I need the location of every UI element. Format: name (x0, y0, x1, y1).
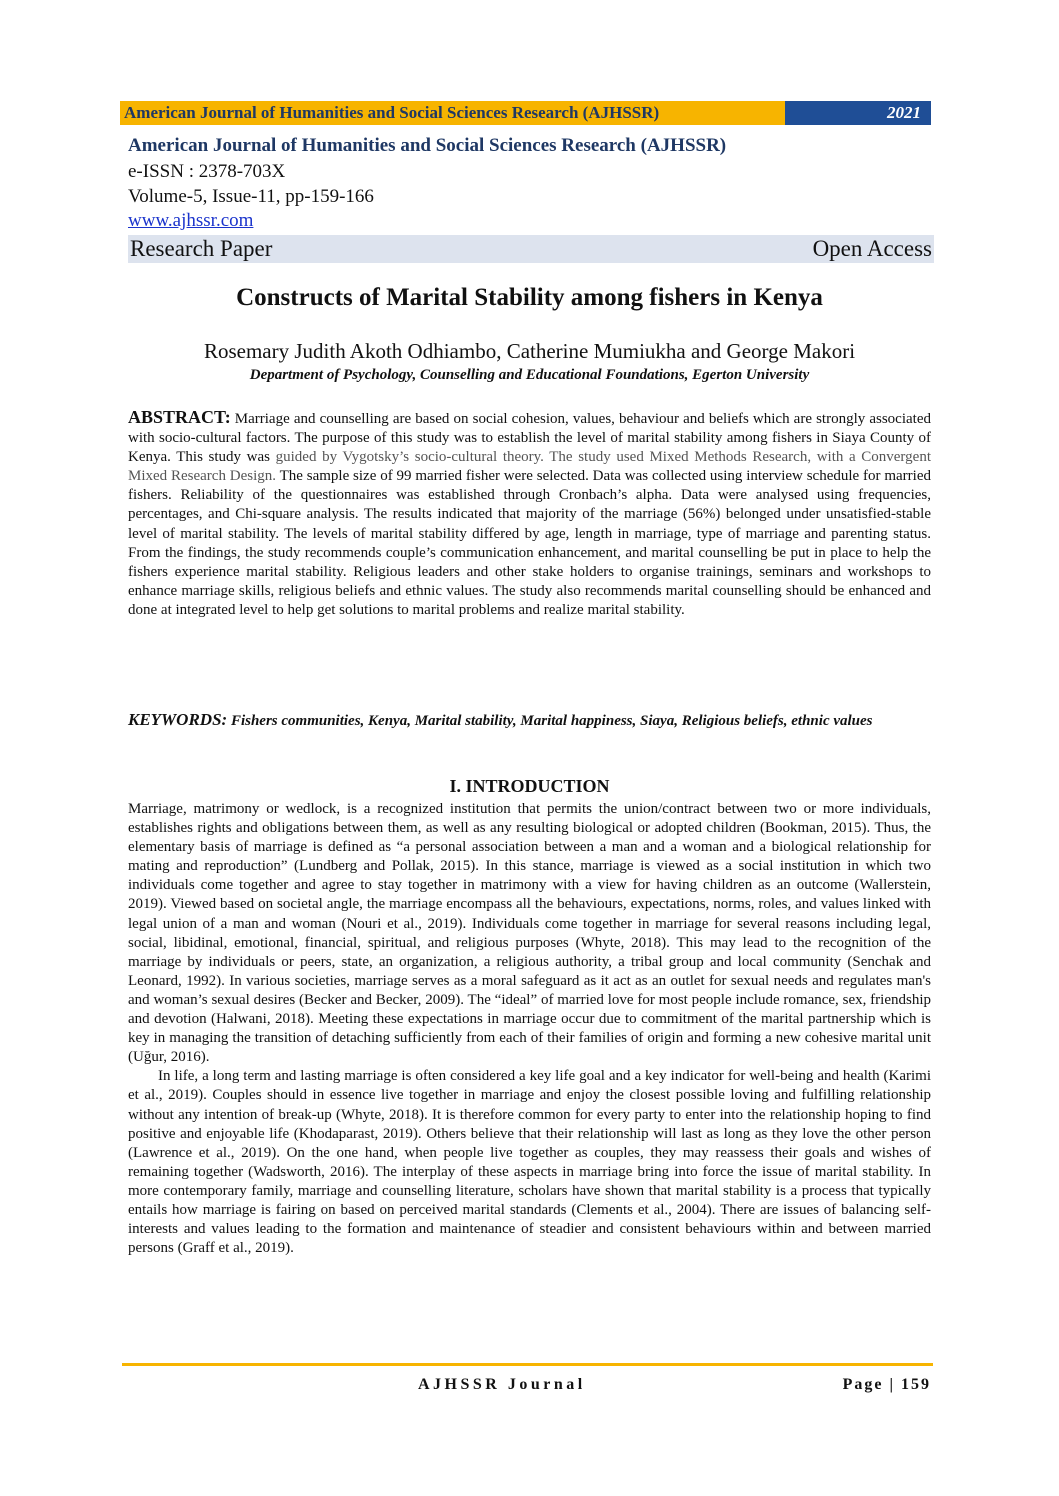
masthead (128, 132, 934, 263)
journal-name: American Journal of Humanities and Social Sciences Research (AJHSSR) (128, 135, 727, 156)
website-link[interactable]: www.ajhssr.com (128, 210, 254, 231)
footer-journal: AJHSSR Journal (418, 1376, 586, 1393)
affiliation: Department of Psychology, Counselling and Educational Foundations, Egerton University (249, 367, 810, 383)
footer-rule (122, 1363, 933, 1366)
abstract-text-2: The sample size of 99 married fisher were selected. Data was collected using interview schedule for married fishers. Reliability of the questionnaires was established through Cronbach’s alpha. Data were analysed using frequencies, percentages, and Chi-square analysis. The results indicated that majority of the marriage (56%) belonged under unsatisfied-stable level of marital stability. The levels of marital stability differed by age, length in marriage, type of marriage and parenting status. From the findings, the study recommends couple’s communication enhancement, and marital counselling be put in place to help the fishers experience marital stability. Religious leaders and other stake holders to organise trainings, seminars and workshops to enhance marriage skills, religious beliefs and ethnic values. The study also recommends marital counselling should be enhanced and done at integrated level to help get solutions to marital problems and realize marital stability. (128, 468, 931, 618)
paper-title: Constructs of Marital Stability among fishers in Kenya (236, 284, 823, 311)
running-header-year: 2021 (785, 101, 931, 125)
intro-paragraph-1: Marriage, matrimony or wedlock, is a recognized institution that permits the union/contract between two or more individuals, establishes rights and obligations between them, as well as any resulting biological or adopted children (Bookman, 2015). Thus, the elementary basis of marriage is defined as “a personal association between a man and a woman and a biological relationship for mating and reproduction” (Lundberg and Pollak, 2015). In this stance, marriage is viewed as a social institution in which two individuals come together and agree to stay together in matrimony with a view for having children as an outcome (Wallerstein, 2019). Viewed based on societal angle, the marriage encompass all the behaviours, expectations, norms, roles, and values linked with legal union of a man and woman (Nouri et al., 2019). Individuals come together in marriage for several reasons including legal, social, libidinal, emotional, financial, spiritual, and religious purposes (Whyte, 2018). This may lead to the recognition of the marriage by individuals or peers, state, an organization, a religious authority, a tribal group and local community (Senchak and Leonard, 1992). In various societies, marriage serves as a moral safeguard as it act as an outlet for sexual needs and regulates man's and woman’s sexual desires (Becker and Becker, 2009). The “ideal” of married love for most people include romance, sex, friendship and devotion (Halwani, 2018). Meeting these expectations in marriage occur due to commitment of the marital partnership which is key in managing the transition of detaching sufficiently from each of their families of origin and forming a new cohesive marital unit (Uğur, 2016). (128, 801, 931, 1066)
intro-paragraph-2: In life, a long term and lasting marriage is often considered a key life goal and a key indicator for well-being and health (Karimi et al., 2019). Couples should in essence live together in marriage and enjoy the closest possible loving and fulfilling relationship without any intention of break-up (Whyte, 2018). It is therefore common for every party to enter into the relationship hoping to find positive and enjoyable life (Khodaparast, 2019). Others believe that their relationship will last as long as they love the other person (Lawrence et al., 2019). On the one hand, when people live together as couples, they may reassess their goals and wishes of remaining together (Wadsworth, 2016). The interplay of these aspects in marriage bring into force the issue of marital stability. In more contemporary family, marriage and counselling literature, scholars have shown that marital stability is a process that typically entails how marriage is fairing on based on perceived marital standards (Clements et al., 2004). There are issues of balancing self-interests and values leading to the formation and maintenance of steadier and consistent behaviours within and between married persons (Graff et al., 2019). (128, 1068, 931, 1257)
running-header (120, 101, 931, 125)
authors: Rosemary Judith Akoth Odhiambo, Catherine Mumiukha and George Makori (203, 339, 856, 363)
footer-page-number: Page | 159 (842, 1376, 931, 1393)
section-heading-introduction: I. INTRODUCTION (449, 776, 610, 796)
keywords-text: Fishers communities, Kenya, Marital stability, Marital happiness, Siaya, Religious beliefs, ethnic values (227, 713, 873, 729)
page-footer (128, 1376, 931, 1396)
paper-type: Research Paper (130, 236, 273, 261)
access-type: Open Access (812, 236, 932, 261)
eissn: e-ISSN : 2378-703X (128, 161, 286, 182)
paper-type-bar (128, 235, 934, 263)
abstract-text-1: Marriage and counselling are based on social cohesion, values, behaviour and beliefs which are strongly associated with socio-cultural factors. The purpose of this study was to establish the level of marital stability among fishers in Siaya County of Kenya. This study was (128, 411, 931, 466)
abstract-text-gray: guided by Vygotsky’s socio-cultural theory. The study used Mixed Methods Research, with a Convergent Mixed Research Design. (128, 449, 931, 485)
abstract (128, 408, 931, 620)
abstract-label: ABSTRACT: (128, 407, 231, 427)
running-header-journal: American Journal of Humanities and Social Sciences Research (AJHSSR) (120, 101, 785, 125)
volume-info: Volume-5, Issue-11, pp-159-166 (128, 186, 374, 207)
keywords-label: KEYWORDS: (128, 710, 228, 729)
introduction-body (128, 800, 931, 1258)
keywords (128, 710, 931, 731)
